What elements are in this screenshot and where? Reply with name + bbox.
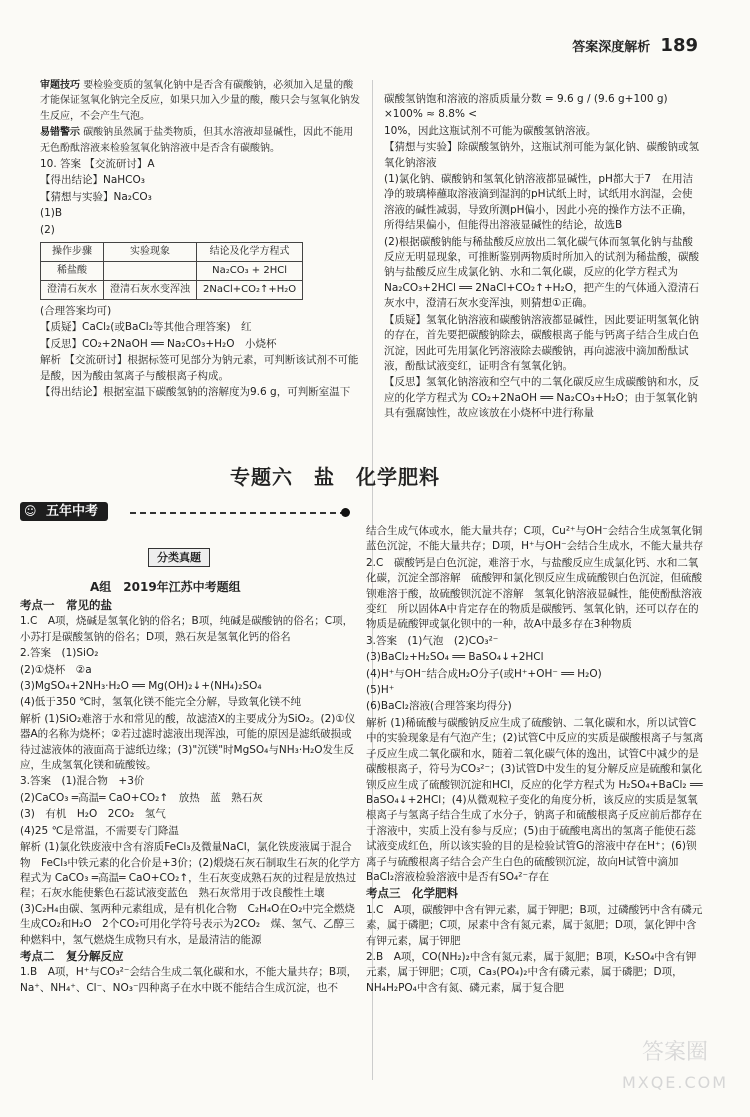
answer-line: 1.C A项，烧碱是氢氧化钠的俗名；B项，纯碱是碳酸钠的俗名；C项，小苏打是碳酸氢钠的俗名；D项，熟石灰是氢氧化钙的俗名 — [20, 615, 354, 643]
answer-line: 解析 (1)SiO₂难溶于水和常见的酸，故滤渣X的主要成分为SiO₂。(2)①仪器A的名称为烧杯；②若过滤时滤液出现浑浊，可能的原因是滤纸破损或待过滤液体的液面高于滤纸边缘；(3)"沉镁"时MgSO₄与NH₃·H₂O发生反应，生成氢氧化镁和硫酸铵。 — [20, 712, 356, 772]
banner-text: 五年中考 — [46, 504, 99, 519]
watermark — [610, 1038, 740, 1113]
tip-label: 审题技巧 — [40, 80, 80, 91]
answer-line: (6)BaCl₂溶液(合理答案均得分) — [366, 700, 512, 713]
banner-rule — [130, 512, 346, 514]
answer-line: (2) — [40, 223, 55, 236]
answer-line: 解析 (1)稀硫酸与碳酸钠反应生成了硫酸钠、二氧化碳和水，所以试管C中的实验现象是有气泡产生；(2)试管C中反应的实质是碳酸根离子与氢离子反应生成二氧化碳和水，随着二氧化碳气体的逸出，试管C中减少的是碳酸根离子，符号为CO₃²⁻；(3)试管D中发生的复分解反应是硫酸和氯化钡反应生成了硫酸钡沉淀和HCl，反应的化学方程式为 H₂SO₄+BaCl₂ ══ BaSO₄↓+2HCl；(4)从微观粒子变化的角度分析，该反应的实质是氢氧根离子与氢离子结合生成了水分子，钠离子和硫酸根离子反应前后都存在于溶液中，实质上没有参与反应；(5)由于硫酸电离出的氢离子能使石蕊试液变成红色，所以该实验的目的是检验试管G的溶液中存在H⁺；(6)钡离子与硫酸根离子结合会产生白色的硫酸钡沉淀，故向H试管中滴加BaCl₂溶液检验溶液中是否有SO₄²⁻存在 — [366, 716, 704, 883]
answer-line: 【猜想与实验】Na₂CO₃ — [40, 190, 152, 203]
table-cell: 澄清石灰水 — [41, 281, 104, 300]
header-title: 答案深度解析 — [572, 40, 651, 55]
section-heading: 考点三 化学肥料 — [366, 886, 458, 901]
mascot-icon: ☺ — [24, 504, 37, 518]
answer-line: 碳酸氢钠饱和溶液的溶质质量分数 = 9.6 g / (9.6 g+100 g) ×100% ≈ 8.8% < — [384, 93, 668, 121]
answer-line: (合理答案均可) — [40, 305, 112, 318]
answer-line: 10%，因此这瓶试剂不可能为碳酸氢钠溶液。 — [384, 124, 597, 137]
tip-label: 易错警示 — [40, 127, 80, 139]
table-header: 实验现象 — [104, 243, 197, 262]
right-bottom-column — [366, 524, 706, 997]
category-badge: 分类真题 — [148, 548, 210, 567]
banner-label — [20, 502, 108, 521]
tip-text: 碳酸钠虽然属于盐类物质，但其水溶液却显碱性，因此不能用无色酚酞溶液来检验氢氧化钠溶液中是否含有碳酸钠。 — [40, 127, 354, 154]
answer-line: (1)B — [40, 207, 63, 220]
answer-line: (2)根据碳酸钠能与稀盐酸反应放出二氧化碳气体而氢氧化钠与盐酸反应无明显现象，可推断鉴别两物质时所加入的试剂为稀盐酸，碳酸钠与盐酸反应生成氯化钠、水和二氧化碳，反应的化学方程式为 Na₂CO₃+2HCl ══ 2NaCl+CO₂↑+H₂O，把产生的气体通入澄清石灰水中，澄清石灰水变浑浊，则猜想①正确。 — [384, 235, 700, 310]
page-number: 189 — [660, 35, 698, 56]
section-banner — [20, 502, 346, 524]
table-header: 操作步骤 — [41, 243, 104, 262]
tip-block — [40, 78, 362, 124]
answer-line: 10. 答案 【交流研讨】A — [40, 158, 155, 171]
topic-title: 专题六 盐 化学肥料 — [230, 465, 440, 489]
answer-line: 【质疑】CaCl₂(或BaCl₂等其他合理答案) 红 — [40, 321, 252, 334]
answer-line: 1.B A项，H⁺与CO₃²⁻会结合生成二氧化碳和水，不能大量共存；B项，Na⁺、NH₄⁺、Cl⁻、NO₃⁻四种离子在水中既不能结合生成沉淀，也不 — [20, 966, 358, 994]
section-heading: 考点二 复分解反应 — [20, 948, 124, 963]
answer-line: 解析 (1)氯化铁废液中含有溶质FeCl₃及微量NaCl，氯化铁废液属于混合物 FeCl₃中铁元素的化合价是+3价；(2)煅烧石灰石制取生石灰的化学方程式为 CaCO₃ ═高温═ CaO+CO₂↑，生石灰变成熟石灰的过程是放热过程；石灰水能使紫色石蕊试液变蓝色 熟石灰常用于改良酸性土壤 (3)C₂H₄由碳、氢两种元素组成，是有机化合物 C₂H₄O在O₂中完全燃烧生成CO₂和H₂O 2个CO₂可用化学符号表示为2CO₂ 煤、氢气、乙醇三种燃料中，氢气燃烧生成物只有水，是最清洁的能源 — [20, 841, 361, 946]
answer-line: 3.答案 (1)混合物 +3价 — [20, 775, 145, 788]
tip-text: 要检验变质的氢氧化钠中是否含有碳酸钠，必须加入足量的酸才能保证氢氧化钠完全反应，如果只加入少量的酸，酸只会与氢氧化钠发生反应，不会产生气泡。 — [40, 80, 360, 122]
watermark-text: 答案圈 — [641, 1040, 708, 1065]
answer-line: 【质疑】氢氧化钠溶液和碳酸钠溶液都显碱性，因此要证明氢氧化钠的存在，首先要把碳酸钠除去，碳酸根离子能与钙离子结合生成白色沉淀，因此可先用氯化钙溶液除去碳酸钠，再向滤液中滴加酚酞试液，酚酞试液变红，证明含有氢氧化钠。 — [384, 313, 699, 372]
answer-line: (5)H⁺ — [366, 684, 395, 697]
table-cell: 稀盐酸 — [41, 262, 104, 281]
answer-line: (2)①烧杯 ②a — [20, 663, 92, 676]
watermark-url: MXQE.COM — [621, 1073, 729, 1092]
left-bottom-column — [20, 598, 362, 997]
answer-line: (3)BaCl₂+H₂SO₄ ══ BaSO₄↓+2HCl — [366, 651, 544, 664]
group-title: A组 2019年江苏中考题组 — [90, 580, 241, 594]
answer-line: 结合生成气体或水，能大量共存；C项，Cu²⁺与OH⁻会结合生成氢氧化铜蓝色沉淀，不能大量共存；D项，H⁺与OH⁻会结合生成水，不能大量共存 — [366, 525, 704, 553]
table-cell: 澄清石灰水变浑浊 — [104, 281, 197, 300]
answer-line: 2.B A项，CO(NH₂)₂中含有氮元素，属于氮肥；B项，K₂SO₄中含有钾元素，属于钾肥；C项，Ca₃(PO₄)₂中含有磷元素，属于磷肥；D项，NH₄H₂PO₄中含有氮、磷元素，属于复合肥 — [366, 950, 697, 994]
experiment-table — [40, 242, 303, 300]
answer-line: 2.C 碳酸钙是白色沉淀，难溶于水，与盐酸反应生成氯化钙、水和二氧化碳，沉淀全部溶解 硫酸钾和氯化钡反应生成硫酸钡白色沉淀，但硫酸钡难溶于酸，故硫酸钡沉淀不溶解 氢氧化钠溶液显碱性，能使酚酞溶液变红 所以固体A中肯定存在的物质是碳酸钙、氢氧化钠，还可以存在的物质是硫酸钾或氯化钡中的一种，故A中最多存在3种物质 — [366, 556, 702, 631]
answer-line: (4)H⁺与OH⁻结合成H₂O分子(或H⁺+OH⁻ ══ H₂O) — [366, 667, 602, 680]
answer-line: (3) 有机 H₂O 2CO₂ 氢气 — [20, 808, 166, 821]
answer-line: 【反思】氢氧化钠溶液和空气中的二氧化碳反应生成碳酸钠和水，反应的化学方程式为 CO₂+2NaOH ══ Na₂CO₃+H₂O；由于氢氧化钠具有强腐蚀性，故应该放在小烧杯中进行称量 — [384, 376, 699, 420]
page-header — [572, 35, 698, 56]
left-top-column — [40, 78, 362, 402]
answer-line: 2.答案 (1)SiO₂ — [20, 647, 99, 660]
answer-line: 【反思】CO₂+2NaOH ══ Na₂CO₃+H₂O 小烧杯 — [40, 337, 277, 350]
answer-line: 1.C A项，碳酸钾中含有钾元素，属于钾肥；B项，过磷酸钙中含有磷元素，属于磷肥；C项，尿素中含有氮元素，属于氮肥；D项，氯化钾中含有钾元素，属于钾肥 — [366, 903, 703, 947]
banner-dot — [341, 508, 350, 517]
answer-line: 【猜想与实验】除碳酸氢钠外，这瓶试剂可能为氯化钠、碳酸钠或氢氧化钠溶液 — [384, 141, 699, 169]
answer-line: (3)MgSO₄+2NH₃·H₂O ══ Mg(OH)₂↓+(NH₄)₂SO₄ — [20, 680, 262, 693]
answer-line: (4)25 ℃是常温，不需要专门降温 — [20, 824, 179, 837]
answer-line: (1)氯化钠、碳酸钠和氢氧化钠溶液都显碱性，pH都大于7 在用洁净的玻璃棒蘸取溶液滴到湿润的pH试纸上时，试纸用水润湿，会使溶液的碱性减弱，导致所测pH偏小，因此小亮的操作方法不正确，所得结果偏小，但能得出溶液显碱性的结论，故选B — [384, 173, 694, 232]
answer-line: 【得出结论】NaHCO₃ — [40, 174, 145, 187]
answer-line: 解析 【交流研讨】根据标签可见部分为钠元素，可判断该试剂不可能是酸，因为酸由氢离子与酸根离子构成。 — [40, 354, 359, 382]
table-cell: Na₂CO₃ + 2HCl — [197, 262, 303, 281]
right-top-column — [384, 92, 702, 423]
table-cell: 2NaCl+CO₂↑+H₂O — [197, 281, 303, 300]
answer-line: (2)CaCO₃ ═高温═ CaO+CO₂↑ 放热 蓝 熟石灰 — [20, 791, 263, 804]
tip-block — [40, 125, 362, 156]
table-cell — [104, 262, 197, 281]
section-heading: 考点一 常见的盐 — [20, 598, 112, 612]
answer-line: 【得出结论】根据室温下碳酸氢钠的溶解度为9.6 g，可判断室温下 — [40, 386, 351, 399]
answer-line: (4)低于350 ℃时，氢氧化镁不能完全分解，导致氧化镁不纯 — [20, 696, 302, 709]
answer-line: 3.答案 (1)气泡 (2)CO₃²⁻ — [366, 634, 499, 647]
table-header: 结论及化学方程式 — [197, 243, 303, 262]
